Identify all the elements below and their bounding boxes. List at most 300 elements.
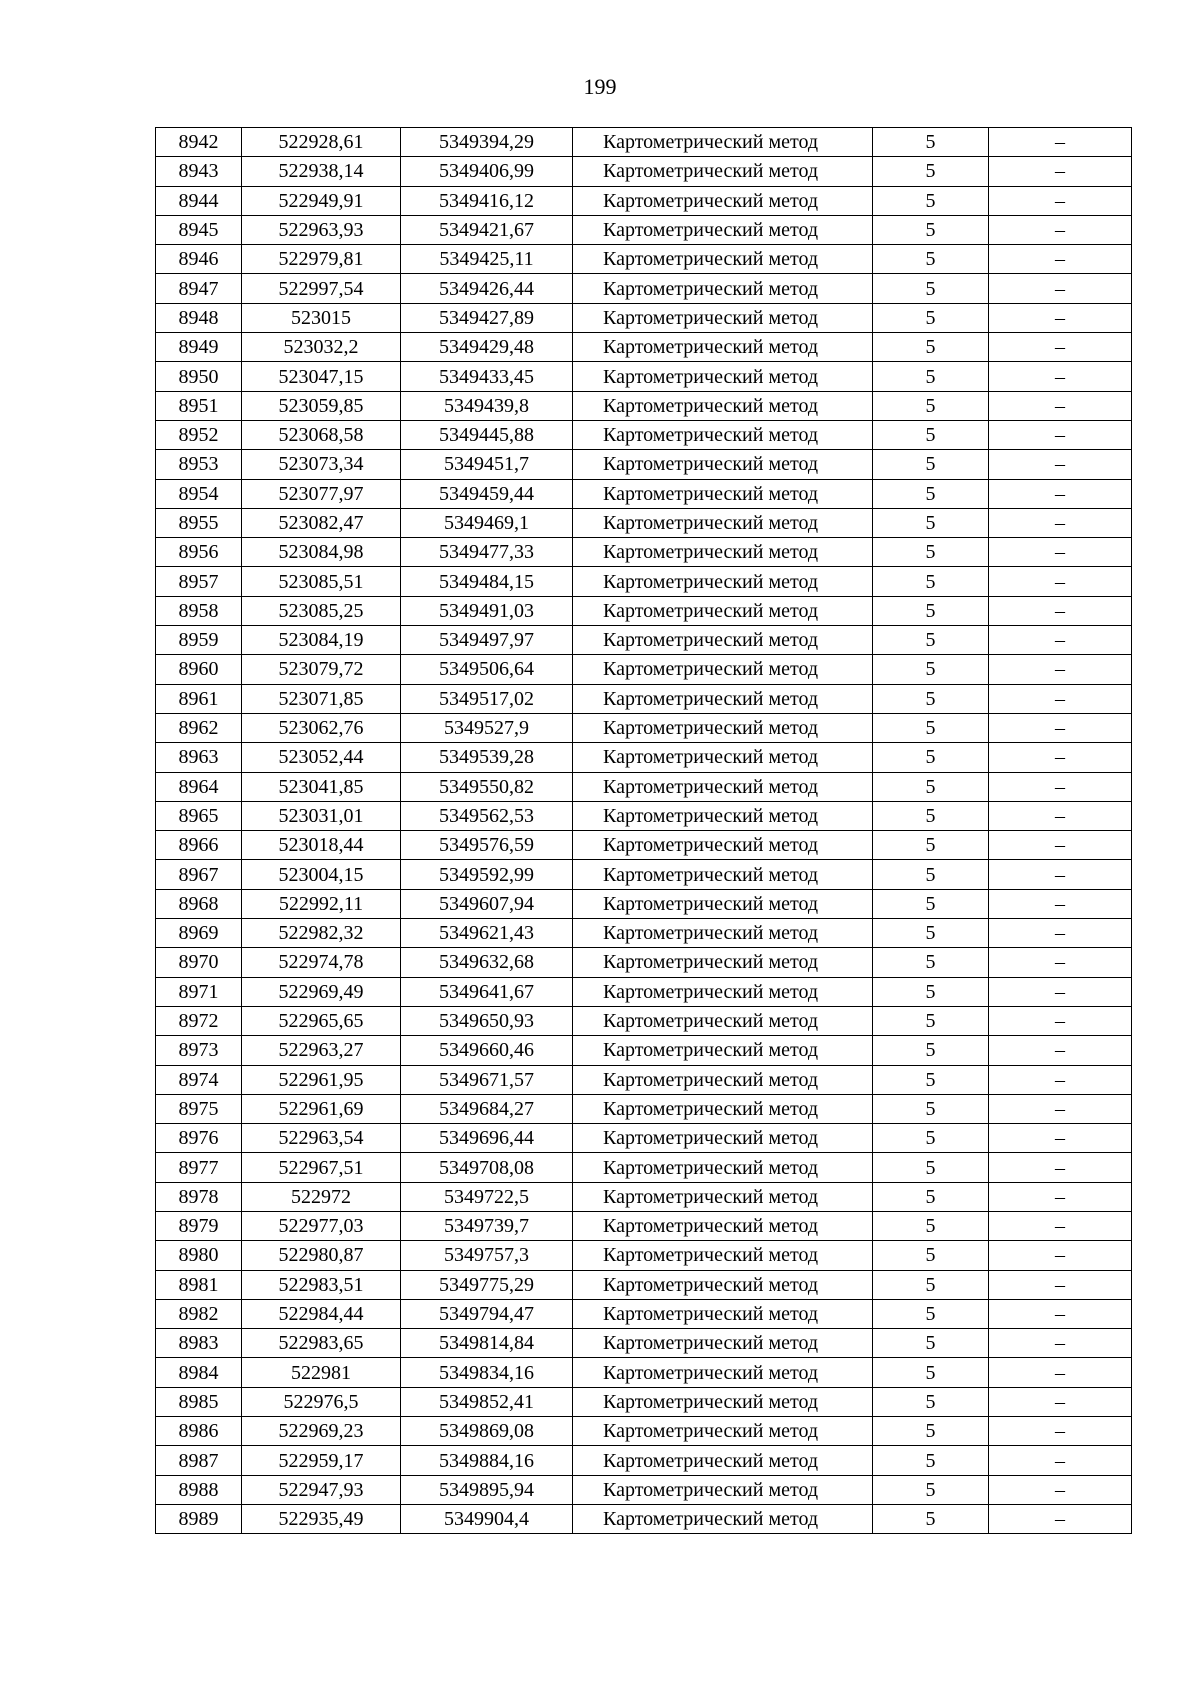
table-row [156,772,1132,801]
accuracy-cell: 5 [873,391,989,420]
x-coordinate-cell: 523032,2 [242,333,401,362]
point-number-cell: 8974 [156,1065,242,1094]
table-row [156,977,1132,1006]
x-coordinate-cell: 522979,81 [242,245,401,274]
x-coordinate-cell: 523068,58 [242,420,401,449]
note-cell: – [989,508,1132,537]
note-cell: – [989,450,1132,479]
point-number-cell: 8954 [156,479,242,508]
table-row [156,1446,1132,1475]
note-cell: – [989,713,1132,742]
point-number-cell: 8970 [156,948,242,977]
table-row [156,1182,1132,1211]
note-cell: – [989,977,1132,1006]
note-cell: – [989,1006,1132,1035]
method-cell: Картометрический метод [573,1124,873,1153]
point-number-cell: 8973 [156,1036,242,1065]
note-cell: – [989,948,1132,977]
y-coordinate-cell: 5349895,94 [401,1475,573,1504]
x-coordinate-cell: 522972 [242,1182,401,1211]
table-row [156,596,1132,625]
point-number-cell: 8956 [156,538,242,567]
note-cell: – [989,1065,1132,1094]
note-cell: – [989,684,1132,713]
point-number-cell: 8972 [156,1006,242,1035]
table-row [156,801,1132,830]
x-coordinate-cell: 523018,44 [242,831,401,860]
method-cell: Картометрический метод [573,1446,873,1475]
x-coordinate-cell: 522976,5 [242,1387,401,1416]
accuracy-cell: 5 [873,508,989,537]
note-cell: – [989,1417,1132,1446]
note-cell: – [989,362,1132,391]
x-coordinate-cell: 522947,93 [242,1475,401,1504]
table-row [156,1124,1132,1153]
table-row [156,479,1132,508]
point-number-cell: 8979 [156,1211,242,1240]
y-coordinate-cell: 5349696,44 [401,1124,573,1153]
accuracy-cell: 5 [873,743,989,772]
y-coordinate-cell: 5349775,29 [401,1270,573,1299]
point-number-cell: 8945 [156,215,242,244]
note-cell: – [989,1153,1132,1182]
table-row [156,1270,1132,1299]
y-coordinate-cell: 5349904,4 [401,1504,573,1533]
method-cell: Картометрический метод [573,538,873,567]
accuracy-cell: 5 [873,303,989,332]
accuracy-cell: 5 [873,420,989,449]
x-coordinate-cell: 523084,98 [242,538,401,567]
y-coordinate-cell: 5349592,99 [401,860,573,889]
accuracy-cell: 5 [873,684,989,713]
note-cell: – [989,860,1132,889]
table-row [156,713,1132,742]
point-number-cell: 8986 [156,1417,242,1446]
point-number-cell: 8966 [156,831,242,860]
point-number-cell: 8948 [156,303,242,332]
point-number-cell: 8987 [156,1446,242,1475]
y-coordinate-cell: 5349469,1 [401,508,573,537]
table-row [156,362,1132,391]
y-coordinate-cell: 5349459,44 [401,479,573,508]
accuracy-cell: 5 [873,157,989,186]
y-coordinate-cell: 5349406,99 [401,157,573,186]
y-coordinate-cell: 5349517,02 [401,684,573,713]
y-coordinate-cell: 5349757,3 [401,1241,573,1270]
note-cell: – [989,889,1132,918]
point-number-cell: 8950 [156,362,242,391]
accuracy-cell: 5 [873,450,989,479]
x-coordinate-cell: 523031,01 [242,801,401,830]
accuracy-cell: 5 [873,538,989,567]
y-coordinate-cell: 5349708,08 [401,1153,573,1182]
x-coordinate-cell: 523047,15 [242,362,401,391]
x-coordinate-cell: 523004,15 [242,860,401,889]
y-coordinate-cell: 5349439,8 [401,391,573,420]
table-row [156,245,1132,274]
method-cell: Картометрический метод [573,1387,873,1416]
note-cell: – [989,391,1132,420]
x-coordinate-cell: 522982,32 [242,919,401,948]
x-coordinate-cell: 522959,17 [242,1446,401,1475]
x-coordinate-cell: 523041,85 [242,772,401,801]
point-number-cell: 8967 [156,860,242,889]
x-coordinate-cell: 522984,44 [242,1299,401,1328]
accuracy-cell: 5 [873,626,989,655]
point-number-cell: 8947 [156,274,242,303]
method-cell: Картометрический метод [573,948,873,977]
point-number-cell: 8989 [156,1504,242,1533]
note-cell: – [989,743,1132,772]
x-coordinate-cell: 523085,25 [242,596,401,625]
accuracy-cell: 5 [873,186,989,215]
y-coordinate-cell: 5349445,88 [401,420,573,449]
y-coordinate-cell: 5349539,28 [401,743,573,772]
table-row [156,186,1132,215]
y-coordinate-cell: 5349576,59 [401,831,573,860]
accuracy-cell: 5 [873,1417,989,1446]
point-number-cell: 8982 [156,1299,242,1328]
note-cell: – [989,303,1132,332]
accuracy-cell: 5 [873,801,989,830]
table-row [156,1504,1132,1533]
x-coordinate-cell: 523082,47 [242,508,401,537]
note-cell: – [989,186,1132,215]
accuracy-cell: 5 [873,245,989,274]
x-coordinate-cell: 522938,14 [242,157,401,186]
x-coordinate-cell: 522935,49 [242,1504,401,1533]
x-coordinate-cell: 522983,51 [242,1270,401,1299]
x-coordinate-cell: 522963,93 [242,215,401,244]
x-coordinate-cell: 522961,69 [242,1094,401,1123]
table-row [156,1417,1132,1446]
table-row [156,1358,1132,1387]
table-row [156,333,1132,362]
note-cell: – [989,245,1132,274]
table-row [156,831,1132,860]
table-row [156,626,1132,655]
point-number-cell: 8958 [156,596,242,625]
x-coordinate-cell: 523085,51 [242,567,401,596]
table-row [156,1006,1132,1035]
x-coordinate-cell: 522977,03 [242,1211,401,1240]
note-cell: – [989,128,1132,157]
point-number-cell: 8971 [156,977,242,1006]
x-coordinate-cell: 522980,87 [242,1241,401,1270]
x-coordinate-cell: 523052,44 [242,743,401,772]
y-coordinate-cell: 5349650,93 [401,1006,573,1035]
y-coordinate-cell: 5349497,97 [401,626,573,655]
method-cell: Картометрический метод [573,1006,873,1035]
point-number-cell: 8953 [156,450,242,479]
x-coordinate-cell: 523084,19 [242,626,401,655]
method-cell: Картометрический метод [573,1417,873,1446]
y-coordinate-cell: 5349421,67 [401,215,573,244]
y-coordinate-cell: 5349426,44 [401,274,573,303]
method-cell: Картометрический метод [573,333,873,362]
y-coordinate-cell: 5349834,16 [401,1358,573,1387]
method-cell: Картометрический метод [573,713,873,742]
accuracy-cell: 5 [873,1065,989,1094]
point-number-cell: 8983 [156,1329,242,1358]
coordinates-table-body [156,128,1132,1534]
method-cell: Картометрический метод [573,1211,873,1240]
table-row [156,919,1132,948]
x-coordinate-cell: 522969,49 [242,977,401,1006]
x-coordinate-cell: 523073,34 [242,450,401,479]
point-number-cell: 8964 [156,772,242,801]
accuracy-cell: 5 [873,1270,989,1299]
x-coordinate-cell: 522969,23 [242,1417,401,1446]
x-coordinate-cell: 522992,11 [242,889,401,918]
method-cell: Картометрический метод [573,186,873,215]
accuracy-cell: 5 [873,567,989,596]
table-row [156,1036,1132,1065]
method-cell: Картометрический метод [573,274,873,303]
method-cell: Картометрический метод [573,860,873,889]
coordinates-table [155,127,1132,1534]
point-number-cell: 8952 [156,420,242,449]
y-coordinate-cell: 5349451,7 [401,450,573,479]
note-cell: – [989,1299,1132,1328]
method-cell: Картометрический метод [573,919,873,948]
accuracy-cell: 5 [873,655,989,684]
method-cell: Картометрический метод [573,1504,873,1533]
note-cell: – [989,1241,1132,1270]
point-number-cell: 8985 [156,1387,242,1416]
method-cell: Картометрический метод [573,128,873,157]
method-cell: Картометрический метод [573,743,873,772]
point-number-cell: 8963 [156,743,242,772]
method-cell: Картометрический метод [573,1270,873,1299]
y-coordinate-cell: 5349425,11 [401,245,573,274]
y-coordinate-cell: 5349491,03 [401,596,573,625]
note-cell: – [989,1329,1132,1358]
y-coordinate-cell: 5349429,48 [401,333,573,362]
note-cell: – [989,1036,1132,1065]
note-cell: – [989,215,1132,244]
point-number-cell: 8959 [156,626,242,655]
method-cell: Картометрический метод [573,1065,873,1094]
accuracy-cell: 5 [873,1241,989,1270]
point-number-cell: 8949 [156,333,242,362]
note-cell: – [989,1446,1132,1475]
x-coordinate-cell: 522981 [242,1358,401,1387]
x-coordinate-cell: 523071,85 [242,684,401,713]
x-coordinate-cell: 522949,91 [242,186,401,215]
x-coordinate-cell: 523079,72 [242,655,401,684]
accuracy-cell: 5 [873,1475,989,1504]
y-coordinate-cell: 5349394,29 [401,128,573,157]
note-cell: – [989,1211,1132,1240]
point-number-cell: 8942 [156,128,242,157]
x-coordinate-cell: 522961,95 [242,1065,401,1094]
y-coordinate-cell: 5349607,94 [401,889,573,918]
accuracy-cell: 5 [873,948,989,977]
y-coordinate-cell: 5349722,5 [401,1182,573,1211]
point-number-cell: 8944 [156,186,242,215]
x-coordinate-cell: 522997,54 [242,274,401,303]
table-row [156,538,1132,567]
y-coordinate-cell: 5349416,12 [401,186,573,215]
method-cell: Картометрический метод [573,1182,873,1211]
accuracy-cell: 5 [873,1182,989,1211]
point-number-cell: 8980 [156,1241,242,1270]
method-cell: Картометрический метод [573,831,873,860]
method-cell: Картометрический метод [573,801,873,830]
table-row [156,1241,1132,1270]
method-cell: Картометрический метод [573,1475,873,1504]
accuracy-cell: 5 [873,1153,989,1182]
table-row [156,391,1132,420]
table-row [156,1387,1132,1416]
y-coordinate-cell: 5349621,43 [401,919,573,948]
note-cell: – [989,1124,1132,1153]
point-number-cell: 8977 [156,1153,242,1182]
method-cell: Картометрический метод [573,245,873,274]
method-cell: Картометрический метод [573,1094,873,1123]
table-row [156,1094,1132,1123]
table-row [156,948,1132,977]
y-coordinate-cell: 5349869,08 [401,1417,573,1446]
table-row [156,1211,1132,1240]
accuracy-cell: 5 [873,919,989,948]
method-cell: Картометрический метод [573,420,873,449]
method-cell: Картометрический метод [573,362,873,391]
note-cell: – [989,1504,1132,1533]
note-cell: – [989,567,1132,596]
table-row [156,215,1132,244]
x-coordinate-cell: 523059,85 [242,391,401,420]
accuracy-cell: 5 [873,1299,989,1328]
point-number-cell: 8951 [156,391,242,420]
y-coordinate-cell: 5349632,68 [401,948,573,977]
table-row [156,420,1132,449]
table-row [156,1299,1132,1328]
point-number-cell: 8955 [156,508,242,537]
table-row [156,1329,1132,1358]
accuracy-cell: 5 [873,1504,989,1533]
y-coordinate-cell: 5349684,27 [401,1094,573,1123]
accuracy-cell: 5 [873,362,989,391]
note-cell: – [989,157,1132,186]
table-row [156,450,1132,479]
table-row [156,157,1132,186]
y-coordinate-cell: 5349852,41 [401,1387,573,1416]
accuracy-cell: 5 [873,1329,989,1358]
method-cell: Картометрический метод [573,626,873,655]
y-coordinate-cell: 5349641,67 [401,977,573,1006]
note-cell: – [989,1358,1132,1387]
table-row [156,274,1132,303]
point-number-cell: 8961 [156,684,242,713]
method-cell: Картометрический метод [573,215,873,244]
note-cell: – [989,919,1132,948]
point-number-cell: 8957 [156,567,242,596]
accuracy-cell: 5 [873,1446,989,1475]
accuracy-cell: 5 [873,596,989,625]
accuracy-cell: 5 [873,860,989,889]
note-cell: – [989,479,1132,508]
y-coordinate-cell: 5349550,82 [401,772,573,801]
y-coordinate-cell: 5349739,7 [401,1211,573,1240]
note-cell: – [989,1182,1132,1211]
x-coordinate-cell: 522963,54 [242,1124,401,1153]
accuracy-cell: 5 [873,713,989,742]
point-number-cell: 8943 [156,157,242,186]
accuracy-cell: 5 [873,274,989,303]
method-cell: Картометрический метод [573,303,873,332]
x-coordinate-cell: 522928,61 [242,128,401,157]
y-coordinate-cell: 5349484,15 [401,567,573,596]
point-number-cell: 8960 [156,655,242,684]
method-cell: Картометрический метод [573,684,873,713]
table-row [156,1153,1132,1182]
y-coordinate-cell: 5349433,45 [401,362,573,391]
x-coordinate-cell: 522967,51 [242,1153,401,1182]
y-coordinate-cell: 5349427,89 [401,303,573,332]
method-cell: Картометрический метод [573,1358,873,1387]
method-cell: Картометрический метод [573,450,873,479]
x-coordinate-cell: 523062,76 [242,713,401,742]
note-cell: – [989,1387,1132,1416]
note-cell: – [989,626,1132,655]
x-coordinate-cell: 523015 [242,303,401,332]
point-number-cell: 8975 [156,1094,242,1123]
table-row [156,860,1132,889]
method-cell: Картометрический метод [573,1036,873,1065]
point-number-cell: 8962 [156,713,242,742]
accuracy-cell: 5 [873,1124,989,1153]
method-cell: Картометрический метод [573,508,873,537]
point-number-cell: 8981 [156,1270,242,1299]
note-cell: – [989,831,1132,860]
method-cell: Картометрический метод [573,772,873,801]
x-coordinate-cell: 522974,78 [242,948,401,977]
point-number-cell: 8978 [156,1182,242,1211]
note-cell: – [989,801,1132,830]
x-coordinate-cell: 522983,65 [242,1329,401,1358]
method-cell: Картометрический метод [573,977,873,1006]
accuracy-cell: 5 [873,831,989,860]
table-row [156,1065,1132,1094]
note-cell: – [989,1094,1132,1123]
method-cell: Картометрический метод [573,1299,873,1328]
point-number-cell: 8946 [156,245,242,274]
note-cell: – [989,596,1132,625]
point-number-cell: 8969 [156,919,242,948]
accuracy-cell: 5 [873,1006,989,1035]
method-cell: Картометрический метод [573,596,873,625]
table-row [156,1475,1132,1504]
method-cell: Картометрический метод [573,889,873,918]
table-row [156,889,1132,918]
table-row [156,567,1132,596]
x-coordinate-cell: 523077,97 [242,479,401,508]
method-cell: Картометрический метод [573,1329,873,1358]
page-number: 199 [583,74,617,99]
method-cell: Картометрический метод [573,479,873,508]
note-cell: – [989,655,1132,684]
accuracy-cell: 5 [873,1094,989,1123]
accuracy-cell: 5 [873,1358,989,1387]
note-cell: – [989,1475,1132,1504]
note-cell: – [989,333,1132,362]
note-cell: – [989,1270,1132,1299]
table-row [156,508,1132,537]
accuracy-cell: 5 [873,889,989,918]
table-row [156,128,1132,157]
